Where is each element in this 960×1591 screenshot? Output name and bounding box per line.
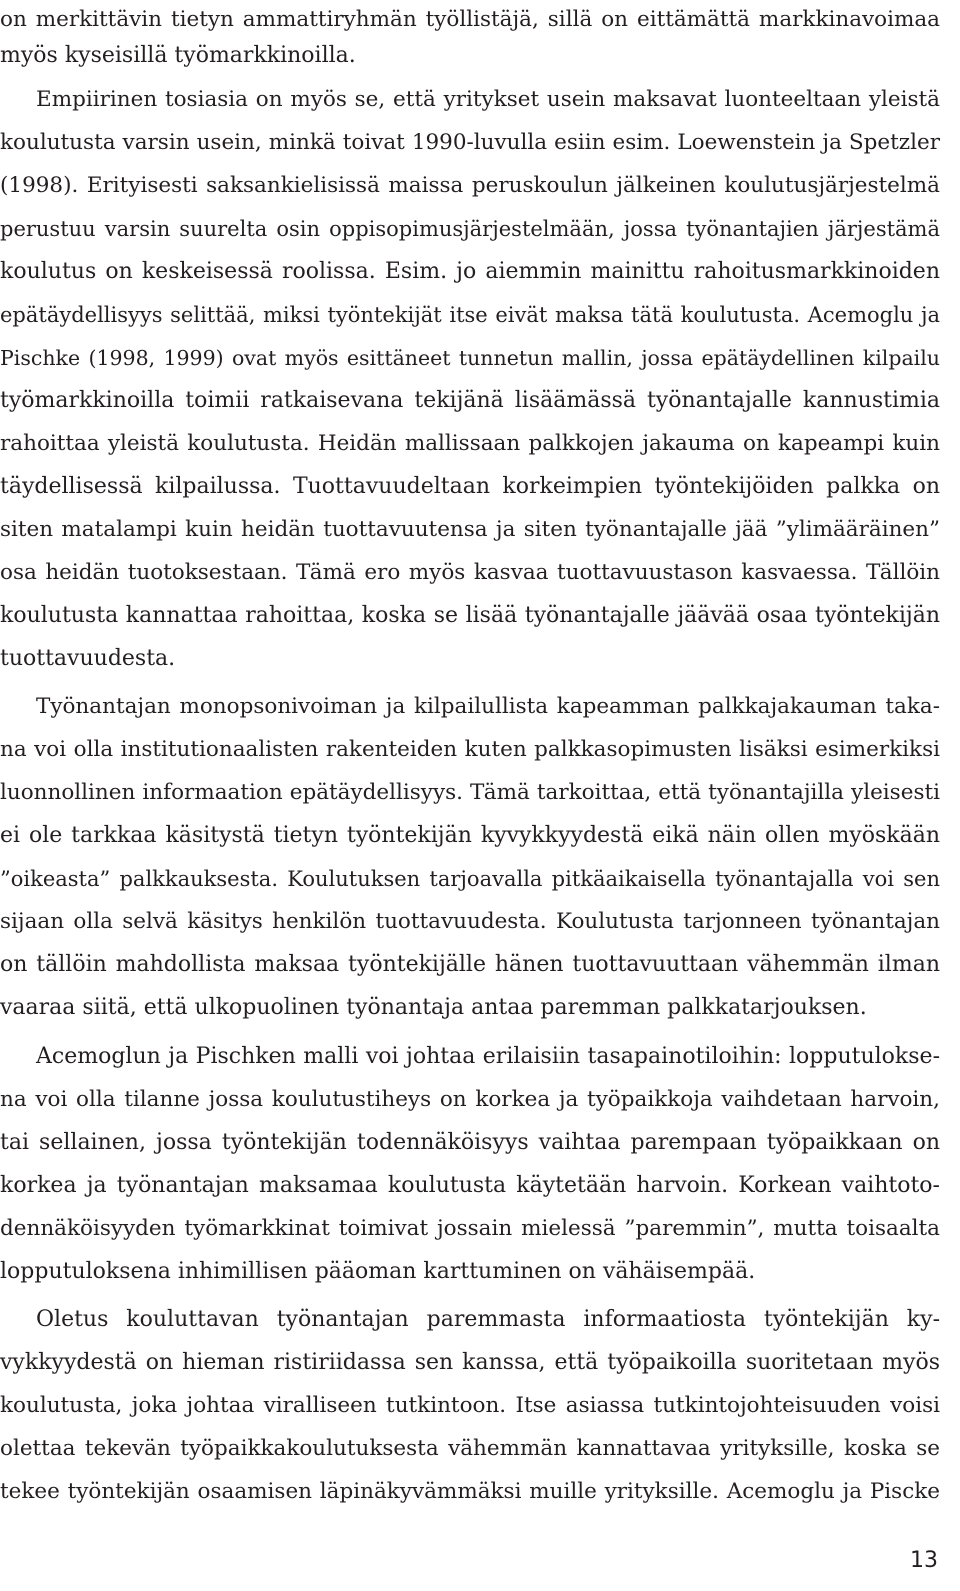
text-line: tai sellainen, jossa työntekijän todennäköisyys vaihtaa parempaan työpaikkaan on: [0, 1130, 940, 1155]
text-line: koulutusta, joka johtaa viralliseen tutkintoon. Itse asiassa tutkintojohteisuuden voisi: [0, 1393, 940, 1418]
text-line: koulutusta kannattaa rahoittaa, koska se lisää työnantajalle jäävää osaa työntekijän: [0, 603, 940, 628]
text-line: on tällöin mahdollista maksaa työntekijälle hänen tuottavuuttaan vähemmän ilman: [0, 952, 940, 977]
text-line: ”oikeasta” palkkauksesta. Koulutuksen tarjoavalla pitkäaikaisella työnantajalla voi sen: [0, 867, 940, 891]
text-line: sijaan olla selvä käsitys henkilön tuottavuudesta. Koulutusta tarjonneen työnantajan: [0, 909, 940, 934]
text-line: koulutusta varsin usein, minkä toivat 1990-luvulla esiin esim. Loewenstein ja Spetzler: [0, 130, 940, 155]
text-line: Empiirinen tosiasia on myös se, että yritykset usein maksavat luonteeltaan yleistä: [36, 87, 940, 112]
text-line: siten matalampi kuin heidän tuottavuutensa ja siten työnantajalle jää ”ylimääräinen”: [0, 517, 940, 542]
text-line: on merkittävin tietyn ammattiryhmän työllistäjä, sillä on eittämättä markkinavoimaa: [0, 7, 940, 32]
text-line: Oletus kouluttavan työnantajan paremmasta informaatiosta työntekijän ky-: [36, 1307, 940, 1332]
text-line: luonnollinen informaation epätäydellisyys. Tämä tarkoittaa, että työnantajilla yleisesti: [0, 780, 940, 805]
text-line: Acemoglun ja Pischken malli voi johtaa erilaisiin tasapainotiloihin: lopputulokse-: [36, 1044, 940, 1069]
text-line: epätäydellisyys selittää, miksi työntekijät itse eivät maksa tätä koulutusta. Acemoglu ja: [0, 303, 940, 327]
text-line: dennäköisyyden työmarkkinat toimivat jossain mielessä ”paremmin”, mutta toisaalta: [0, 1216, 940, 1241]
text-line: (1998). Erityisesti saksankielisissä maissa peruskoulun jälkeinen koulutusjärjestelmä: [0, 173, 940, 198]
text-line: olettaa tekevän työpaikkakoulutuksesta vähemmän kannattavaa yrityksille, koska se: [0, 1436, 940, 1461]
page-number: 13: [910, 1548, 938, 1573]
text-line: na voi olla tilanne jossa koulutustiheys on korkea ja työpaikkoja vaihdetaan harvoin,: [0, 1087, 940, 1112]
text-line: ei ole tarkkaa käsitystä tietyn työntekijän kyvykkyydestä eikä näin ollen myöskään: [0, 823, 940, 848]
text-line: korkea ja työnantajan maksamaa koulutusta käytetään harvoin. Korkean vaihtoto-: [0, 1173, 940, 1198]
text-line: myös kyseisillä työmarkkinoilla.: [0, 43, 356, 68]
text-line: Pischke (1998, 1999) ovat myös esittäneet tunnetun mallin, jossa epätäydellinen kilpailu: [0, 346, 940, 370]
text-line: tuottavuudesta.: [0, 646, 176, 671]
text-line: na voi olla institutionaalisten rakenteiden kuten palkkasopimusten lisäksi esimerkiksi: [0, 737, 940, 762]
text-line: koulutus on keskeisessä roolissa. Esim. jo aiemmin mainittu rahoitusmarkkinoiden: [0, 259, 940, 284]
text-line: perustuu varsin suurelta osin oppisopimusjärjestelmään, jossa työnantajien järjestämä: [0, 217, 940, 241]
text-line: vykkyydestä on hieman ristiriidassa sen kanssa, että työpaikoilla suoritetaan myös: [0, 1350, 940, 1375]
text-line: työmarkkinoilla toimii ratkaisevana tekijänä lisäämässä työnantajalle kannustimia: [0, 388, 940, 413]
text-line: osa heidän tuotoksestaan. Tämä ero myös kasvaa tuottavuustason kasvaessa. Tällöin: [0, 560, 940, 585]
text-line: tekee työntekijän osaamisen läpinäkyvämmäksi muille yrityksille. Acemoglu ja Piscke: [0, 1479, 940, 1504]
text-line: vaaraa siitä, että ulkopuolinen työnantaja antaa paremman palkkatarjouksen.: [0, 995, 867, 1020]
text-line: Työnantajan monopsonivoiman ja kilpailullista kapeamman palkkajakauman taka-: [36, 694, 940, 719]
text-line: rahoittaa yleistä koulutusta. Heidän mallissaan palkkojen jakauma on kapeampi kuin: [0, 431, 940, 456]
text-line: lopputuloksena inhimillisen pääoman karttuminen on vähäisempää.: [0, 1259, 756, 1284]
text-line: täydellisessä kilpailussa. Tuottavuudeltaan korkeimpien työntekijöiden palkka on: [0, 474, 940, 499]
